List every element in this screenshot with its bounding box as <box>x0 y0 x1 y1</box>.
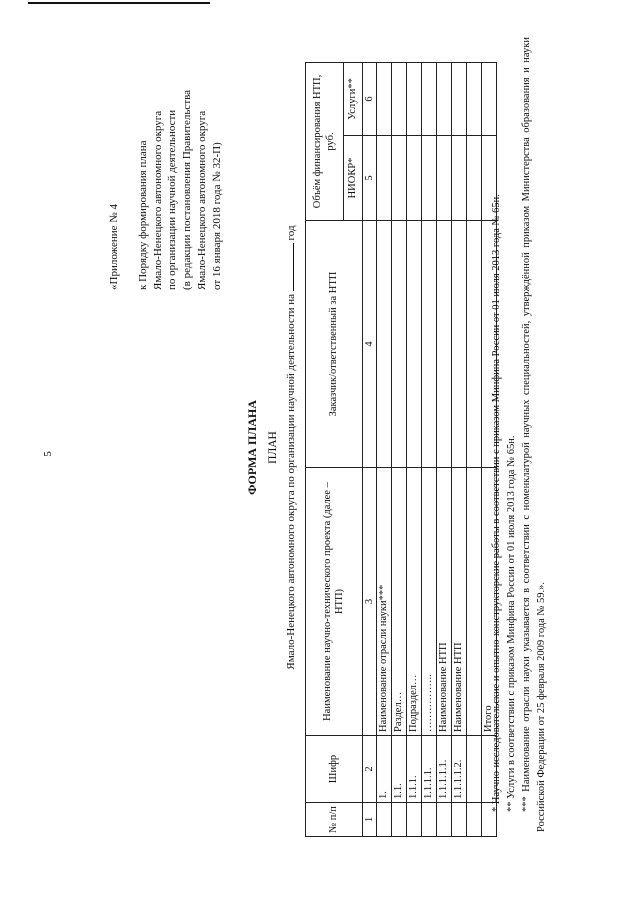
cell-customer <box>452 221 467 468</box>
appendix-line: к Порядку формирования плана <box>136 140 149 290</box>
cell-services <box>452 63 467 136</box>
footnote: *** Наименование отрасли науки указывается в соответствии с номенклатурой научных специальностей, утверждённой приказом Министерства образования и науки Российской Федерации от 25 февраля 2009 года № 59.». <box>521 37 547 832</box>
cell-code: 1.1.1.1.2. <box>452 736 467 803</box>
cell-customer <box>422 221 437 468</box>
cell-code: 1. <box>377 736 392 803</box>
cell-num <box>452 803 467 837</box>
header-customer: Заказчик/ответственный за НТП <box>306 221 363 468</box>
cell-name <box>467 468 482 736</box>
cell-num <box>467 803 482 837</box>
cell-services <box>437 63 452 136</box>
plan-subtitle-text: Ямало-Ненецкого автономного округа по организации научной деятельности на <box>285 293 297 670</box>
header-funding: Объём финансирования НТП, руб. <box>306 63 344 221</box>
cell-code: 1.1.1.1.1. <box>437 736 452 803</box>
cell-name: Подраздел… <box>407 468 422 736</box>
cell-niokr <box>467 136 482 221</box>
top-rule <box>28 2 210 4</box>
cell-services <box>467 63 482 136</box>
cell-name: Наименование отрасли науки*** <box>377 468 392 736</box>
column-number: 2 <box>363 736 377 803</box>
cell-code <box>467 736 482 803</box>
column-number: 3 <box>363 468 377 736</box>
header-services: Услуги** <box>344 63 363 136</box>
header-name: Наименование научно-технического проекта (далее – НТП) <box>306 468 363 736</box>
cell-niokr <box>437 136 452 221</box>
footnotes <box>489 37 549 832</box>
appendix-title: «Приложение № 4 <box>108 203 120 290</box>
plan-subtitle <box>283 5 297 890</box>
table-row <box>467 63 482 837</box>
table-row <box>392 63 407 837</box>
plan-subtitle-year: год <box>285 225 297 241</box>
cell-code: 1.1. <box>392 736 407 803</box>
column-number: 5 <box>363 136 377 221</box>
table-row <box>407 63 422 837</box>
cell-customer <box>377 221 392 468</box>
cell-num <box>437 803 452 837</box>
cell-name: Наименование НТП <box>437 468 452 736</box>
cell-name: Итого <box>482 468 497 736</box>
header-niokr: НИОКР* <box>344 136 363 221</box>
plan-title: ПЛАН <box>267 431 279 464</box>
cell-customer <box>392 221 407 468</box>
header-code: Шифр <box>306 736 363 803</box>
cell-num <box>422 803 437 837</box>
table-header-row <box>306 63 344 837</box>
cell-code: 1.1.1.1. <box>422 736 437 803</box>
rotated-page-content <box>5 5 635 890</box>
cell-num <box>377 803 392 837</box>
cell-services <box>377 63 392 136</box>
appendix-line: (в редакции постановления Правительства <box>181 89 194 290</box>
cell-name: Раздел… <box>392 468 407 736</box>
column-number: 4 <box>363 221 377 468</box>
cell-num <box>392 803 407 837</box>
cell-niokr <box>377 136 392 221</box>
appendix-block <box>107 55 225 290</box>
footnote: * Научно-исследовательские и опытно-конструкторские работы в соответствии с приказом Минфина России от 01 июля 2013 года № 65н. <box>491 194 502 812</box>
appendix-line: по организации научной деятельности <box>166 109 179 290</box>
table-row <box>437 63 452 837</box>
cell-num <box>407 803 422 837</box>
column-number: 1 <box>363 803 377 837</box>
appendix-line: Ямало-Ненецкого автономного округа <box>195 110 208 290</box>
table-row <box>422 63 437 837</box>
header-num: № п/п <box>306 803 363 837</box>
year-blank-field <box>283 243 294 291</box>
cell-name: …………….. <box>422 468 437 736</box>
plan-table <box>305 62 497 837</box>
cell-code: 1.1.1. <box>407 736 422 803</box>
cell-niokr <box>422 136 437 221</box>
cell-customer <box>407 221 422 468</box>
form-title: ФОРМА ПЛАНА <box>245 400 259 495</box>
cell-customer <box>467 221 482 468</box>
cell-services <box>422 63 437 136</box>
table-row <box>452 63 467 837</box>
cell-services <box>392 63 407 136</box>
footnote: ** Услуги в соответствии с приказом Минфина России от 01 июля 2013 года № 65н. <box>506 435 517 812</box>
page-number: 5 <box>41 451 54 457</box>
cell-niokr <box>392 136 407 221</box>
column-numbers-row <box>363 63 377 837</box>
appendix-line: от 16 января 2018 года № 32-П) <box>210 142 223 290</box>
column-number: 6 <box>363 63 377 136</box>
cell-niokr <box>452 136 467 221</box>
cell-services <box>407 63 422 136</box>
cell-customer <box>437 221 452 468</box>
cell-niokr <box>407 136 422 221</box>
appendix-line: Ямало-Ненецкого автономного округа <box>151 110 164 290</box>
cell-name: Наименование НТП <box>452 468 467 736</box>
table-row <box>377 63 392 837</box>
